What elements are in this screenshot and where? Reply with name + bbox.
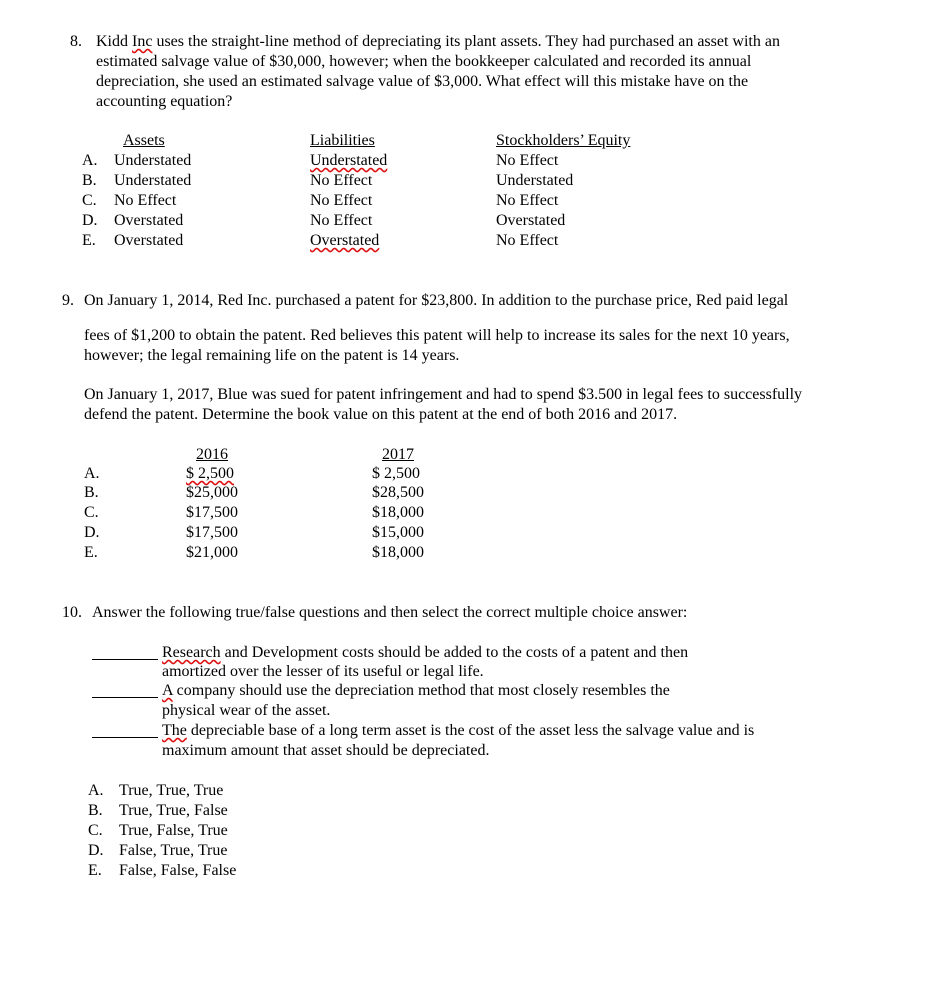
option-2017-value: $ 2,500 [372,465,420,482]
option-letter: A. [88,782,104,799]
option-liabilities: Overstated [310,232,380,249]
q8-stem-line: Kidd Inc uses the straight-line method of depreciating its plant assets. They had purchased an asset with an [96,33,780,50]
option-letter: A. [84,465,100,482]
statement-line: A company should use the depreciation method that most closely resembles the [162,682,670,699]
option-letter: B. [88,802,103,819]
q9-para2-line: On January 1, 2017, Blue was sued for patent infringement and had to spend $3.500 in legal fees to successfully [84,386,803,403]
option-equity: Overstated [496,212,566,229]
option-2017-value: $28,500 [372,484,424,501]
option-letter: E. [82,232,96,249]
option-2017-value: $15,000 [372,524,424,541]
option-2016-value: $21,000 [186,544,238,561]
option-liabilities: No Effect [310,192,373,209]
option-2016-value: $ 2,500 [186,465,234,482]
option-assets: Understated [114,152,192,169]
option-2016-value: $17,500 [186,524,238,541]
option-liabilities: Understated [310,152,388,169]
option-2016-value: $17,500 [186,504,238,521]
q9-para1-line: however; the legal remaining life on the patent is 14 years. [84,347,460,364]
q10-stem: Answer the following true/false questions and then select the correct multiple choice answer: [92,604,688,621]
option-letter: C. [82,192,97,209]
statement-line: Research and Development costs should be added to the costs of a patent and then [162,644,689,661]
q9-para2-line: defend the patent. Determine the book value on this patent at the end of both 2016 and 2017. [84,406,678,423]
option-letter: D. [84,524,100,541]
option-letter: B. [84,484,99,501]
option-2017-value: $18,000 [372,544,424,561]
option-equity: Understated [496,172,574,189]
option-2016-value: $25,000 [186,484,238,501]
option-equity: No Effect [496,152,559,169]
option-assets: Overstated [114,212,184,229]
q8-stem-line: accounting equation? [96,93,233,110]
option-assets: Understated [114,172,192,189]
option-letter: C. [84,504,99,521]
q10-number: 10. [62,604,82,621]
option-text: True, True, False [119,802,228,819]
q9-para1-line: fees of $1,200 to obtain the patent. Red believes this patent will help to increase its sales for the next 10 years, [84,327,790,344]
option-text: False, False, False [119,862,237,879]
q9-para1-line: On January 1, 2014, Red Inc. purchased a patent for $23,800. In addition to the purchase price, Red paid legal [84,292,789,309]
option-2017-value: $18,000 [372,504,424,521]
q8-number: 8. [70,33,82,50]
option-liabilities: No Effect [310,212,373,229]
option-equity: No Effect [496,232,559,249]
option-equity: No Effect [496,192,559,209]
answer-blank[interactable] [92,697,158,698]
q9-number: 9. [62,292,74,309]
option-letter: D. [82,212,98,229]
option-text: True, True, True [119,782,224,799]
q8-header-assets: Assets [123,132,165,149]
answer-blank[interactable] [92,659,158,660]
option-letter: B. [82,172,97,189]
q8-stem-line: depreciation, she used an estimated salvage value of $3,000. What effect will this mistake have on the [96,73,749,90]
option-letter: D. [88,842,104,859]
answer-blank[interactable] [92,737,158,738]
option-text: False, True, True [119,842,228,859]
statement-line: maximum amount that asset should be depreciated. [162,742,490,759]
q9-header-2016: 2016 [196,446,228,463]
option-letter: E. [84,544,98,561]
statement-line: amortized over the lesser of its useful or legal life. [162,663,484,680]
statement-line: The depreciable base of a long term asset is the cost of the asset less the salvage value and is [162,722,755,739]
q8-header-liabilities: Liabilities [310,132,375,149]
spellcheck-word: Inc [132,33,153,50]
option-letter: C. [88,822,103,839]
option-text: True, False, True [119,822,228,839]
option-liabilities: No Effect [310,172,373,189]
option-assets: Overstated [114,232,184,249]
option-letter: A. [82,152,98,169]
option-assets: No Effect [114,192,177,209]
q8-header-equity: Stockholders’ Equity [496,132,631,149]
option-letter: E. [88,862,102,879]
q8-stem-line: estimated salvage value of $30,000, however; when the bookkeeper calculated and recorded its annual [96,53,752,70]
q9-header-2017: 2017 [382,446,414,463]
statement-line: physical wear of the asset. [162,702,331,719]
